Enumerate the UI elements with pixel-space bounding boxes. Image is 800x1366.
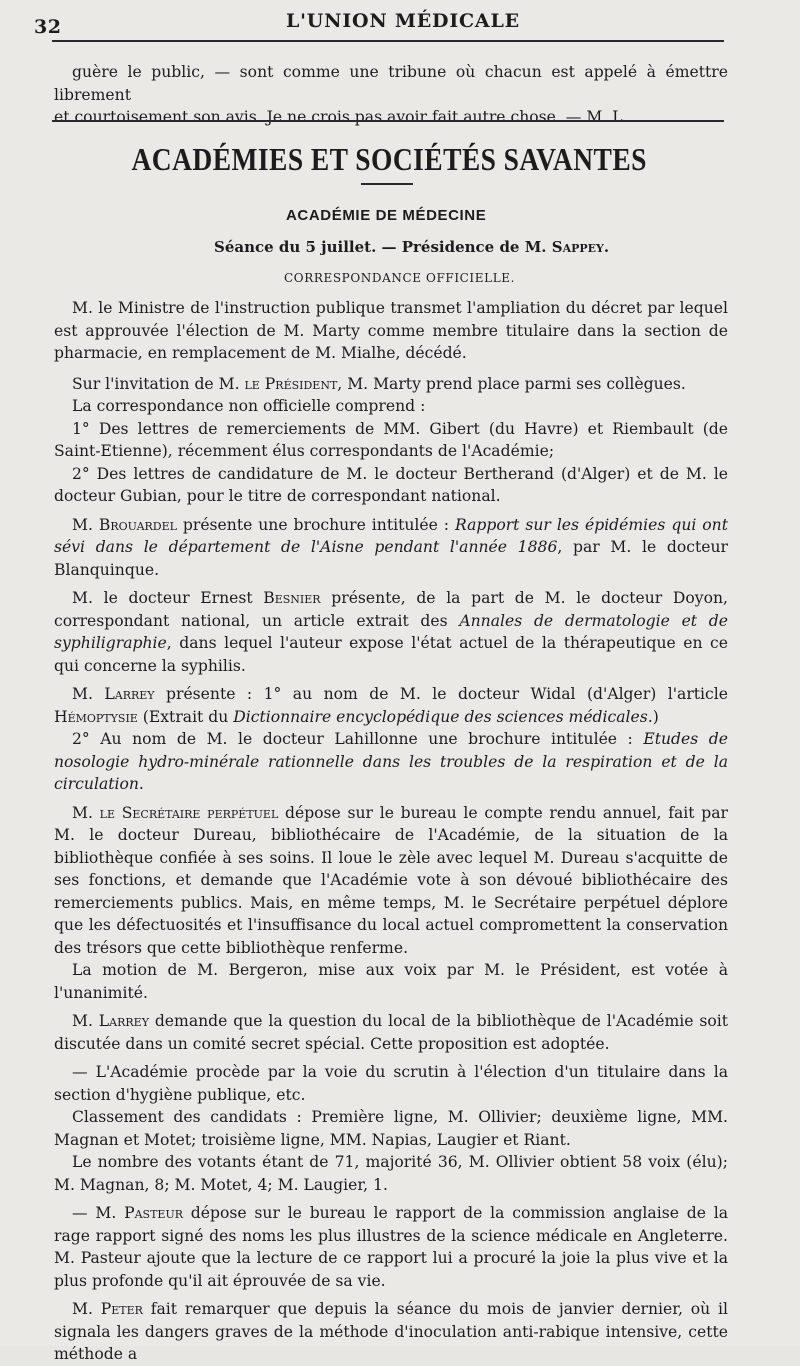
paragraph-peter (54, 1298, 728, 1366)
paragraph-ministre: M. le Ministre de l'instruction publique transmet l'ampliation du décret par lequel est approuvée l'élection de M. Marty comme membre titulaire dans la section de pharmacie, en remplacement de M. Mialhe, décédé. (54, 299, 728, 362)
correspondence-heading: CORRESPONDANCE OFFICIELLE. (284, 271, 516, 285)
session-date-text: Séance du 5 juillet. — Présidence de M. (214, 238, 552, 256)
text-run: Sur l'invitation de M. (72, 374, 245, 393)
text-run: M. le docteur Ernest (72, 589, 264, 607)
text-run: présente : 1° au nom de M. le docteur Widal (d'Alger) l'article (154, 685, 728, 703)
text-run: M. (72, 515, 99, 534)
text-run: présente, de la part de M. le docteur Doyon, correspondant national, un article extrait des (54, 589, 728, 630)
text-run: demande que la question du local de la bibliothèque de l'Académie soit discutée dans un comité secret spécial. Cette proposition est adoptée. (54, 1012, 728, 1053)
text-run-smallcaps: Peter (100, 1300, 143, 1318)
paragraph-invitation (54, 373, 728, 396)
section-title-underline (361, 183, 413, 185)
running-head (0, 6, 800, 36)
text-run-smallcaps: Larrey (98, 1012, 149, 1030)
paragraph-secretaire (54, 802, 728, 960)
session-line (214, 238, 609, 256)
text-run: dépose sur le bureau le rapport de la commission anglaise de la rage rapport signé des noms les plus illustres de la science médicale en Angleterre. M. Pasteur ajoute que la lecture de ce rapport lui a procuré la joie la plus vive et la plus profonde qu'il ait éprouvée de sa vie. (54, 1204, 729, 1290)
paragraph-motion: La motion de M. Bergeron, mise aux voix par M. le Président, est votée à l'unanimité. (54, 961, 728, 1002)
text-run-italic: Rapport sur les épidémies qui ont sévi dans le département de l'Aisne pendant l'année 1886 (54, 515, 728, 556)
paragraph-scrutin: — L'Académie procède par la voie du scrutin à l'élection d'un titulaire dans la section d'hygiène publique, etc. (54, 1063, 728, 1104)
text-run: M. (72, 685, 105, 703)
paragraph-pasteur (54, 1202, 728, 1292)
text-run-italic: Annales de dermatologie et de syphiligraphie (54, 611, 728, 652)
text-run-smallcaps: Pasteur (124, 1204, 184, 1222)
text-run: M. (72, 1012, 99, 1030)
text-run-smallcaps: Brouardel (98, 515, 177, 534)
paragraph-besnier (54, 587, 728, 677)
header-rule (52, 40, 724, 42)
paragraph-classement: Classement des candidats : Première ligne, M. Ollivier; deuxième ligne, MM. Magnan et Motet; troisième ligne, MM. Napias, Laugier et Riant. (54, 1108, 728, 1149)
paragraph-votants: Le nombre des votants étant de 71, majorité 36, M. Ollivier obtient 58 voix (élu); M. Magnan, 8; M. Motet, 4; M. Laugier, 1. (54, 1153, 728, 1194)
page-number: 32 (34, 16, 62, 38)
session-suffix: . (603, 238, 610, 256)
text-run: dépose sur le bureau le compte rendu annuel, fait par M. le docteur Dureau, bibliothécaire de l'Académie, de la situation de la bibliothèque confiée à ses soins. Il loue le zèle avec lequel M. Dureau s'acquitte de ses fonctions, et demande que l'Académie vote à son dévoué bibliothécaire des remerciements publics. Mais, en même temps, M. le Secrétaire perpétuel déplore que les défectuosités et l'insuffisance du local actuel compromettent la conservation des trésors que cette bibliothèque renferme. (54, 803, 728, 957)
text-run-smallcaps: le Secrétaire perpétuel (99, 803, 279, 822)
journal-title: L'UNION MÉDICALE (286, 10, 520, 32)
paragraph-brouardel (54, 514, 728, 582)
text-run: M. (72, 1300, 101, 1318)
text-run: fait remarquer que depuis la séance du mois de janvier dernier, où il signala les dangers graves de la méthode d'inoculation anti-rabique intensive, cette méthode a (54, 1300, 728, 1363)
academy-heading: ACADÉMIE DE MÉDECINE (286, 207, 487, 224)
previous-article-line-1: guère le public, — sont comme une tribune où chacun est appelé à émettre librement (54, 63, 728, 104)
previous-article-end (54, 61, 728, 129)
text-run-italic: Dictionnaire encyclopédique des sciences médicales (233, 707, 648, 726)
session-president: Sappey (551, 238, 604, 256)
text-run: , par M. le docteur Blanquinque. (54, 538, 728, 579)
paragraph-larrey-widal (54, 683, 728, 728)
paragraph-lahillonne (54, 728, 728, 796)
text-run: , dans lequel l'auteur expose l'état actuel de la thérapeutique en ce qui concerne la syphilis. (54, 634, 728, 675)
text-run-smallcaps: Hémoptysie (54, 707, 138, 726)
text-run: — M. (72, 1204, 125, 1222)
text-run: .) (647, 707, 659, 726)
previous-article-line-2: et courtoisement son avis. Je ne crois pas avoir fait autre chose. — M. L. (54, 108, 628, 126)
text-run: présente une brochure intitulée : (176, 515, 455, 534)
text-run: 2° Au nom de M. le docteur Lahillonne une brochure intitulée : (72, 730, 644, 748)
session-report-body (54, 297, 728, 1366)
paragraph-correspondance: La correspondance non officielle comprend : (72, 397, 426, 415)
article-end-rule (52, 120, 724, 122)
text-run-smallcaps: Larrey (104, 685, 155, 703)
text-run-smallcaps: le Président (244, 374, 338, 393)
text-run: , M. Marty prend place parmi ses collègues. (337, 374, 686, 393)
paragraph-remerciements: 1° Des lettres de remerciements de MM. Gibert (du Havre) et Riembault (de Saint-Etienne), récemment élus correspondants de l'Académie; (54, 419, 728, 460)
text-run: (Extrait du (137, 707, 234, 726)
paragraph-candidature: 2° Des lettres de candidature de M. le docteur Bertherand (d'Alger) et de M. le docteur Gubian, pour le titre de correspondant national. (54, 464, 728, 505)
section-title: ACADÉMIES ET SOCIÉTÉS SAVANTES (131, 141, 647, 177)
text-run: M. (72, 803, 100, 822)
paragraph-larrey-comite (54, 1010, 728, 1055)
text-run-italic: Etudes de nosologie hydro-minérale rationnelle dans les troubles de la respiration et de la circulation (54, 730, 728, 793)
text-run-smallcaps: Besnier (263, 589, 321, 607)
text-run: . (138, 775, 144, 793)
